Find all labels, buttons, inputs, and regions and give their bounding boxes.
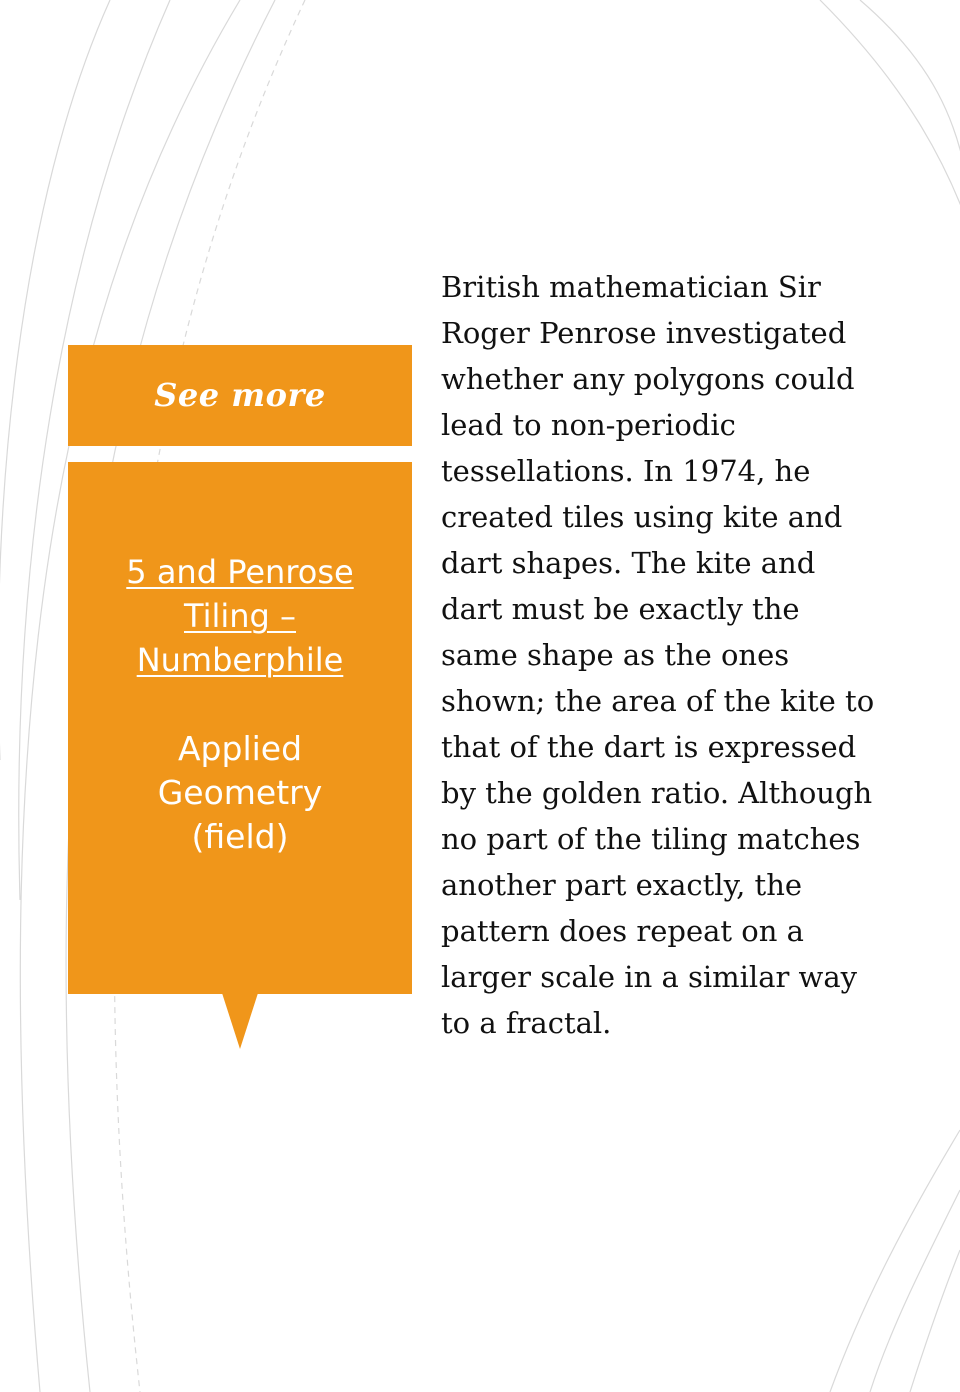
body-line: by the golden ratio. Although	[441, 776, 873, 810]
field-label-line: Applied	[177, 729, 303, 768]
body-line: lead to non-periodic	[441, 408, 736, 442]
body-line: dart must be exactly the	[441, 592, 800, 626]
decor-arc-line	[910, 1250, 960, 1392]
field-label-line: (field)	[191, 817, 289, 856]
field-label	[98, 727, 382, 859]
body-line: another part exactly, the	[441, 868, 803, 902]
video-link-line: Tiling –	[184, 597, 296, 635]
callout-pointer	[222, 993, 258, 1049]
body-line: that of the dart is expressed	[441, 730, 857, 764]
decor-arc-line	[870, 1190, 960, 1392]
body-line: tessellations. In 1974, he	[441, 454, 811, 488]
video-link-line: 5 and Penrose	[126, 553, 354, 591]
body-line: no part of the tiling matches	[441, 822, 861, 856]
body-line: pattern does repeat on a	[441, 914, 804, 948]
decor-arc-line	[820, 0, 960, 260]
body-line: whether any polygons could	[441, 362, 855, 396]
callout-panel	[68, 462, 412, 994]
body-line: larger scale in a similar way	[441, 960, 858, 994]
field-label-line: Geometry	[157, 773, 323, 812]
body-paragraph	[441, 264, 921, 1046]
decor-arc-line	[830, 1130, 960, 1392]
body-line: Roger Penrose investigated	[441, 316, 847, 350]
body-line: British mathematician Sir	[441, 270, 821, 304]
see-more-banner[interactable]	[68, 345, 412, 446]
see-more-label: See more	[154, 376, 326, 414]
body-line: shown; the area of the kite to	[441, 684, 875, 718]
body-line: same shape as the ones	[441, 638, 790, 672]
body-line: created tiles using kite and	[441, 500, 843, 534]
body-line: dart shapes. The kite and	[441, 546, 816, 580]
body-line: to a fractal.	[441, 1006, 612, 1040]
video-link[interactable]	[98, 550, 382, 682]
video-link-line: Numberphile	[136, 641, 344, 679]
